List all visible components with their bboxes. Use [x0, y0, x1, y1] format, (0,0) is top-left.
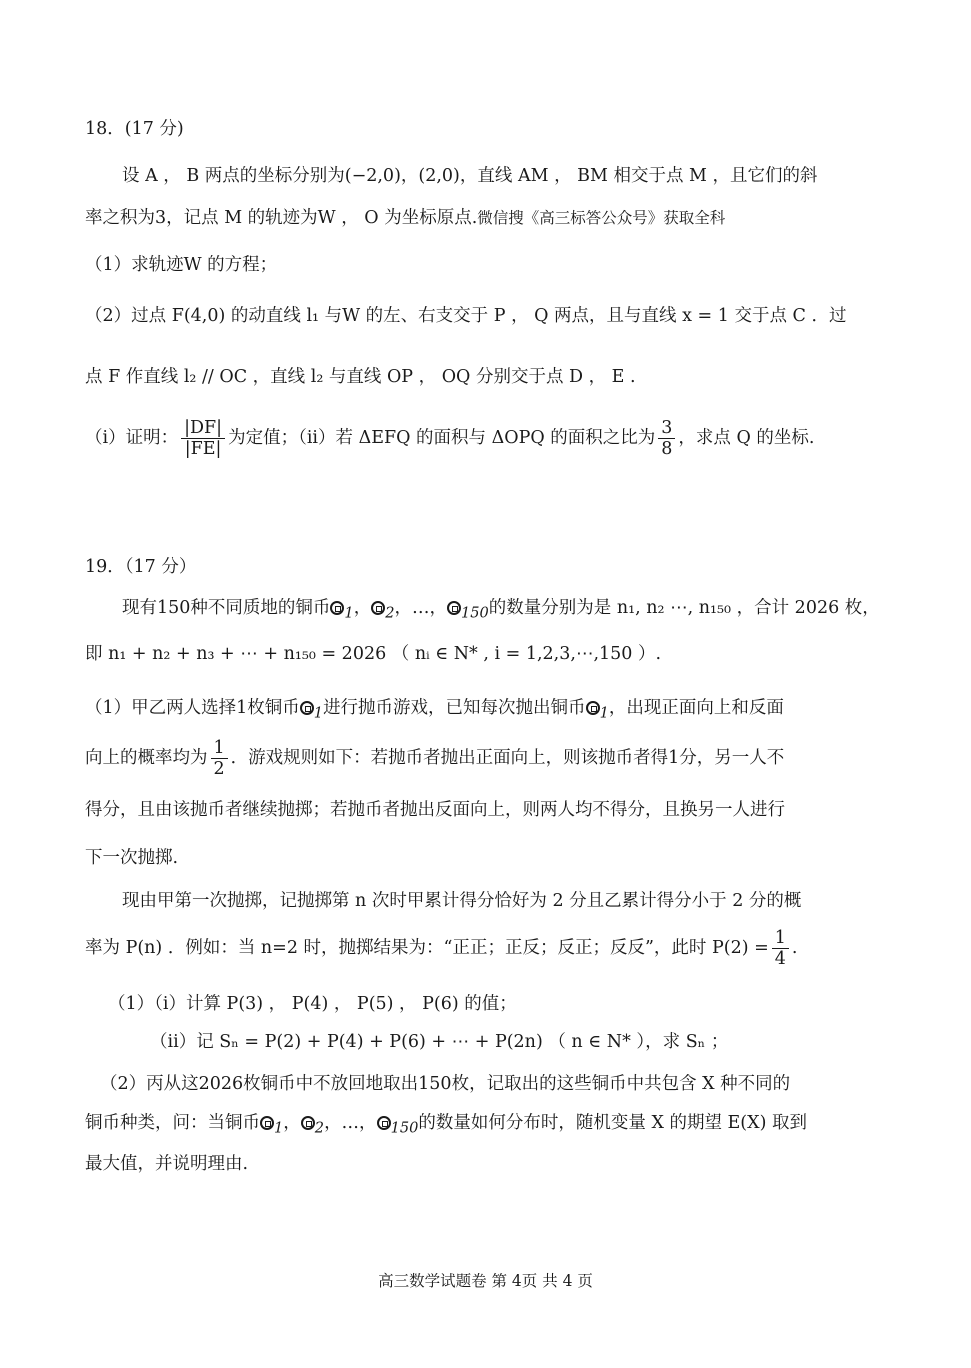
q19-part1-line4: 下一次抛掷.	[85, 848, 179, 868]
q19-header: 19．（17 分）	[85, 557, 197, 577]
q19-paragraph-line2: 即 n₁ + n₂ + n₃ + ⋯ + n₁₅₀ = 2026 （ nᵢ ∈ N* , i = 1,2,3,⋯,150 ）.	[85, 644, 662, 664]
q19-text: ，出现正面向上和反面	[608, 698, 784, 718]
q18-part2-line2: 点 F 作直线 l₂ // OC ，直线 l₂ 与直线 OP ， OQ 分别交于点 D ， E .	[85, 367, 636, 387]
q18-part1: （1）求轨迹W 的方程；	[85, 255, 278, 275]
q18-paragraph-text: 率之积为3，记点 M 的轨迹为W ， O 为坐标原点.	[85, 208, 478, 228]
q18-header: 18．(17 分)	[85, 119, 184, 139]
coin-icon	[447, 601, 461, 615]
coin-icon	[377, 1116, 391, 1130]
q18-part2-line1: （2）过点 F(4,0) 的动直线 l₁ 与W 的左、右支交于 P ， Q 两点，且与直线 x = 1 交于点 C ．过	[85, 306, 847, 326]
q19-part1-line2	[85, 730, 895, 790]
q19-text: 现有150种不同质地的铜币	[122, 598, 331, 618]
fraction-numerator: 3	[658, 418, 675, 439]
coin-index: 1	[599, 704, 609, 722]
q19-paragraph-line4	[85, 920, 895, 980]
q19-part2-line3: 最大值，并说明理由.	[85, 1154, 249, 1174]
half-fraction	[211, 738, 228, 779]
fraction-denominator: |FE|	[184, 439, 222, 459]
q18-sub-ii-text: 为定值；（ii）若 ΔEFQ 的面积与 ΔOPQ 的面积之比为	[228, 428, 656, 448]
coin-icon	[371, 601, 385, 615]
q18-sub-ii-ending: ，求点 Q 的坐标.	[678, 428, 815, 448]
q18-paragraph-line2	[85, 205, 895, 231]
quarter-fraction	[772, 928, 789, 969]
q19-sub-ii: （ii）记 Sₙ = P(2) + P(4) + P(6) + ⋯ + P(2n) （ n ∈ N* ），求 Sₙ ；	[150, 1032, 729, 1052]
ratio-df-fe-fraction	[181, 418, 225, 459]
q19-text: （1）甲乙两人选择1枚铜币	[85, 698, 300, 718]
q19-text: ．游戏规则如下：若抛币者抛出正面向上，则该抛币者得1分，另一人不	[230, 748, 785, 768]
coin-index: 150	[390, 1119, 419, 1137]
q19-text: 的数量分别为是 n₁, n₂ ⋯, n₁₅₀ ，合计 2026 枚，	[488, 598, 880, 618]
coin-index: 150	[460, 604, 489, 622]
q19-part2-line1: （2）丙从这2026枚铜币中不放回地取出150枚，记取出的这些铜币中共包含 X 种不同的	[100, 1074, 791, 1094]
coin-icon	[330, 601, 344, 615]
wechat-watermark-text: 微信搜《高三标答公众号》获取全科	[477, 209, 726, 227]
coin-icon	[300, 701, 314, 715]
coin-icon	[260, 1116, 274, 1130]
coin-index: 1	[274, 1119, 284, 1137]
coin-index: 1	[344, 604, 354, 622]
page-footer: 高三数学试题卷 第 4页 共 4 页	[378, 1272, 593, 1290]
fraction-denominator: 8	[661, 439, 673, 459]
fraction-denominator: 2	[213, 759, 225, 779]
coin-icon	[586, 701, 600, 715]
fraction-denominator: 4	[774, 949, 786, 969]
q19-text: 进行抛币游戏，已知每次抛出铜币	[323, 698, 586, 718]
coin-index: 2	[385, 604, 395, 622]
q19-text: 铜币种类，问：当铜币	[85, 1113, 260, 1133]
q19-sub-i: （1）（i）计算 P(3) ， P(4) ， P(5) ， P(6) 的值；	[108, 994, 517, 1014]
fraction-numerator: 1	[211, 738, 228, 759]
q18-paragraph-line1: 设 A ， B 两点的坐标分别为(−2,0)，(2,0)，直线 AM ， BM 相交于点 M ，且它们的斜	[122, 166, 818, 186]
q19-part1-line1	[85, 695, 895, 727]
q19-text: 向上的概率均为	[85, 748, 208, 768]
area-ratio-fraction	[658, 418, 675, 459]
q19-paragraph-line3: 现由甲第一次抛掷，记抛掷第 n 次时甲累计得分恰好为 2 分且乙累计得分小于 2 分的概	[122, 891, 802, 911]
q19-text: .	[791, 938, 798, 958]
q19-paragraph-line1: 现有150种不同质地的铜币 $_1$， $_2$，…， $_{150}$的数量分别为是 n₁, n₂ ⋯, n₁₅₀ ，合计 2026 枚，	[122, 598, 880, 622]
q19-part1-line3: 得分，且由该抛币者继续抛掷；若抛币者抛出反面向上，则两人均不得分，且换另一人进行	[85, 800, 785, 820]
coin-index: 1	[313, 704, 324, 722]
q18-sub-i-label: （i）证明：	[85, 428, 179, 448]
coin-index: 2	[314, 1119, 325, 1137]
q19-text: 率为 P(n) ．例如：当 n=2 时，抛掷结果为：“正正；正反；反正；反反”，此时 P(2) =	[85, 938, 769, 958]
coin-icon	[301, 1116, 315, 1130]
q18-part2-subparts	[85, 410, 895, 470]
fraction-numerator: |DF|	[181, 418, 225, 439]
fraction-numerator: 1	[772, 928, 789, 949]
q19-text: 的数量如何分布时，随机变量 X 的期望 E(X) 取到	[418, 1113, 807, 1133]
q19-part2-line2: 铜币种类，问：当铜币 $_1$， $_2$，…， $_{150}$的数量如何分布时，随机变量 X 的期望 E(X) 取到	[85, 1113, 807, 1137]
